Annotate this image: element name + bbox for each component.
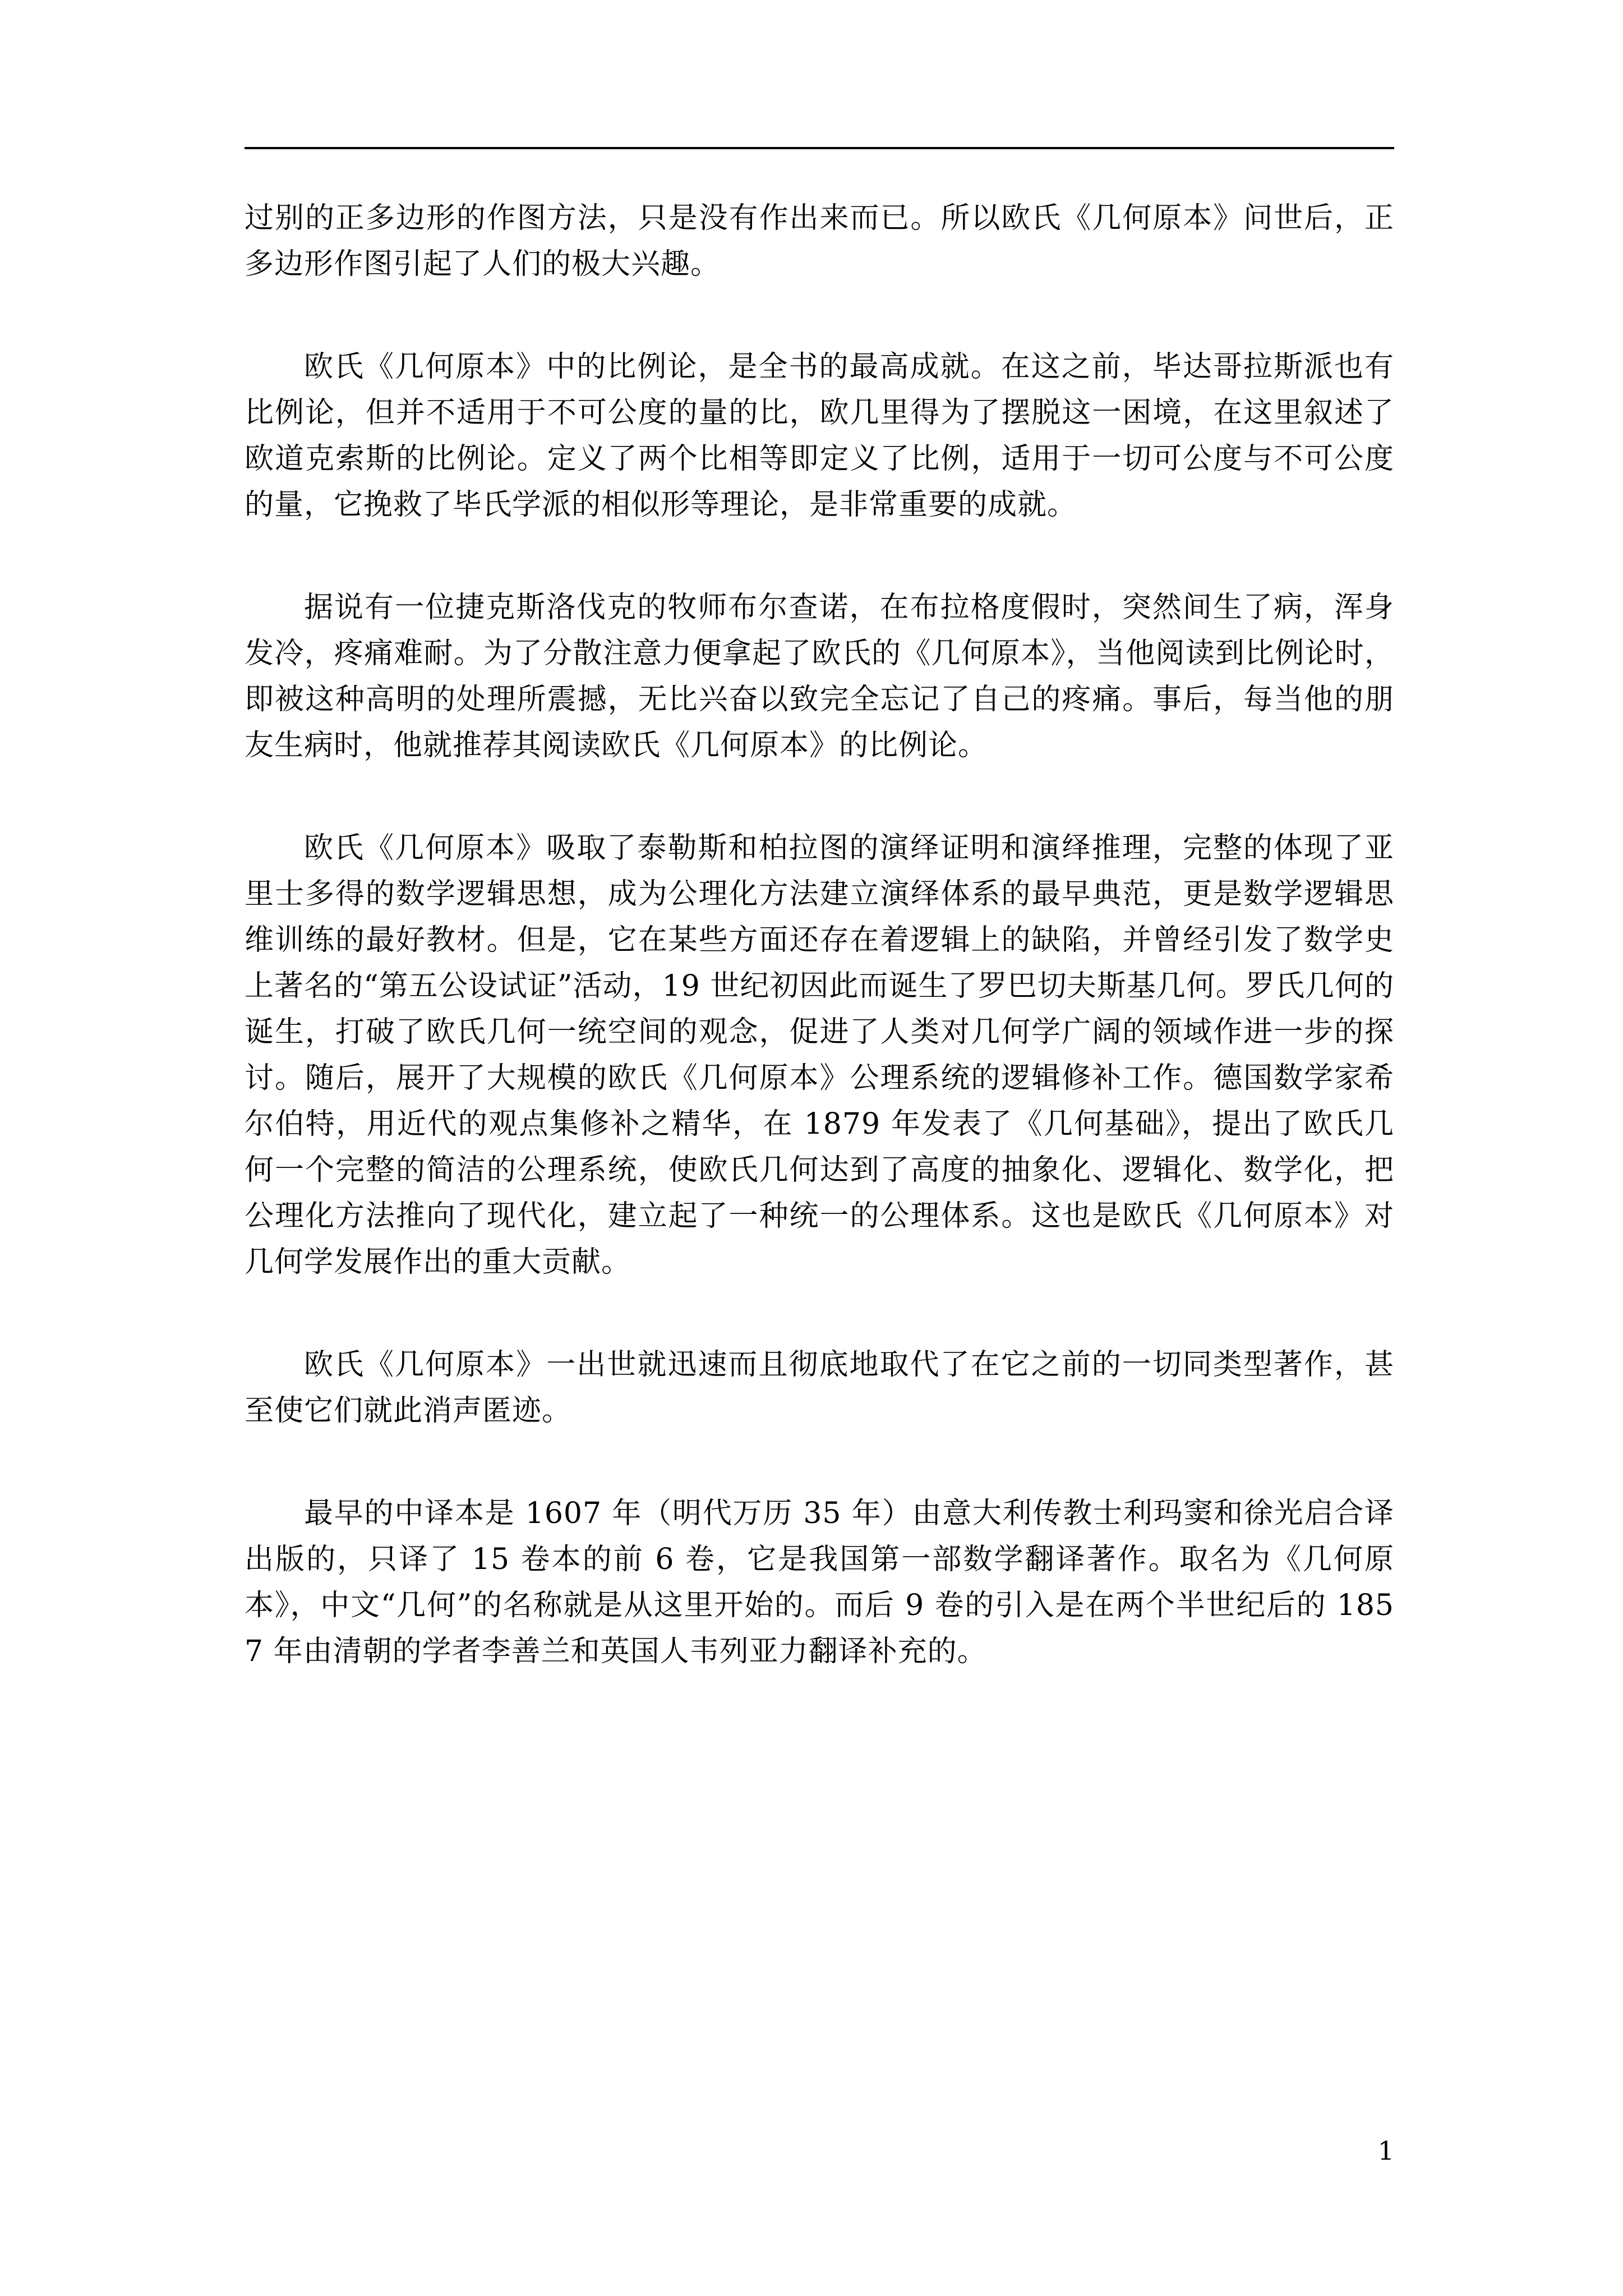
- paragraph-replaced-works: 欧氏《几何原本》一出世就迅速而且彻底地取代了在它之前的一切同类型著作，甚至使它们就此消声匿迹。: [245, 1348, 1394, 1428]
- paragraph-bolzano-story: 据说有一位捷克斯洛伐克的牧师布尔查诺，在布拉格度假时，突然间生了病，浑身发冷，疼痛难耐。为了分散注意力便拿起了欧氏的《几何原本》，当他阅读到比例论时，即被这种高明的处理所震撼，无比兴奋以致完全忘记了自己的疼痛。事后，每当他的朋友生病时，他就推荐其阅读欧氏《几何原本》的比例论。: [245, 591, 1394, 762]
- body-text: [245, 195, 1394, 1731]
- paragraph-proportion-theory: 欧氏《几何原本》中的比例论，是全书的最高成就。在这之前，毕达哥拉斯派也有比例论，但并不适用于不可公度的量的比，欧几里得为了摆脱这一困境，在这里叙述了欧道克索斯的比例论。定义了两个比相等即定义了比例，适用于一切可公度与不可公度的量，它挽救了毕氏学派的相似形等理论，是非常重要的成就。: [245, 350, 1394, 522]
- page-number: 1: [1377, 2136, 1394, 2166]
- paragraph-axiomatic-system: 欧氏《几何原本》吸取了泰勒斯和柏拉图的演绎证明和演绎推理，完整的体现了亚里士多得的数学逻辑思想，成为公理化方法建立演绎体系的最早典范，更是数学逻辑思维训练的最好教材。但是，它在某些方面还存在着逻辑上的缺陷，并曾经引发了数学史上著名的“第五公设试证”活动，19 世纪初因此而诞生了罗巴切夫斯基几何。罗氏几何的诞生，打破了欧氏几何一统空间的观念，促进了人类对几何学广阔的领域作进一步的探讨。随后，展开了大规模的欧氏《几何原本》公理系统的逻辑修补工作。德国数学家希尔伯特，用近代的观点集修补之精华，在 1879 年发表了《几何基础》，提出了欧氏几何一个完整的简洁的公理系统，使欧氏几何达到了高度的抽象化、逻辑化、数学化，把公理化方法推向了现代化，建立起了一种统一的公理体系。这也是欧氏《几何原本》对几何学发展作出的重大贡献。: [245, 831, 1394, 1279]
- header-rule: [245, 147, 1394, 149]
- paragraph-chinese-translation: 最早的中译本是 1607 年（明代万历 35 年）由意大利传教士利玛窦和徐光启合译出版的，只译了 15 卷本的前 6 卷，它是我国第一部数学翻译著作。取名为《几何原本》，中文“几何”的名称就是从这里开始的。而后 9 卷的引入是在两个半世纪后的 1857 年由清朝的学者李善兰和英国人韦列亚力翻译补充的。: [245, 1497, 1394, 1668]
- paragraph-continued: 过别的正多边形的作图方法，只是没有作出来而已。所以欧氏《几何原本》问世后，正多边形作图引起了人们的极大兴趣。: [245, 201, 1394, 281]
